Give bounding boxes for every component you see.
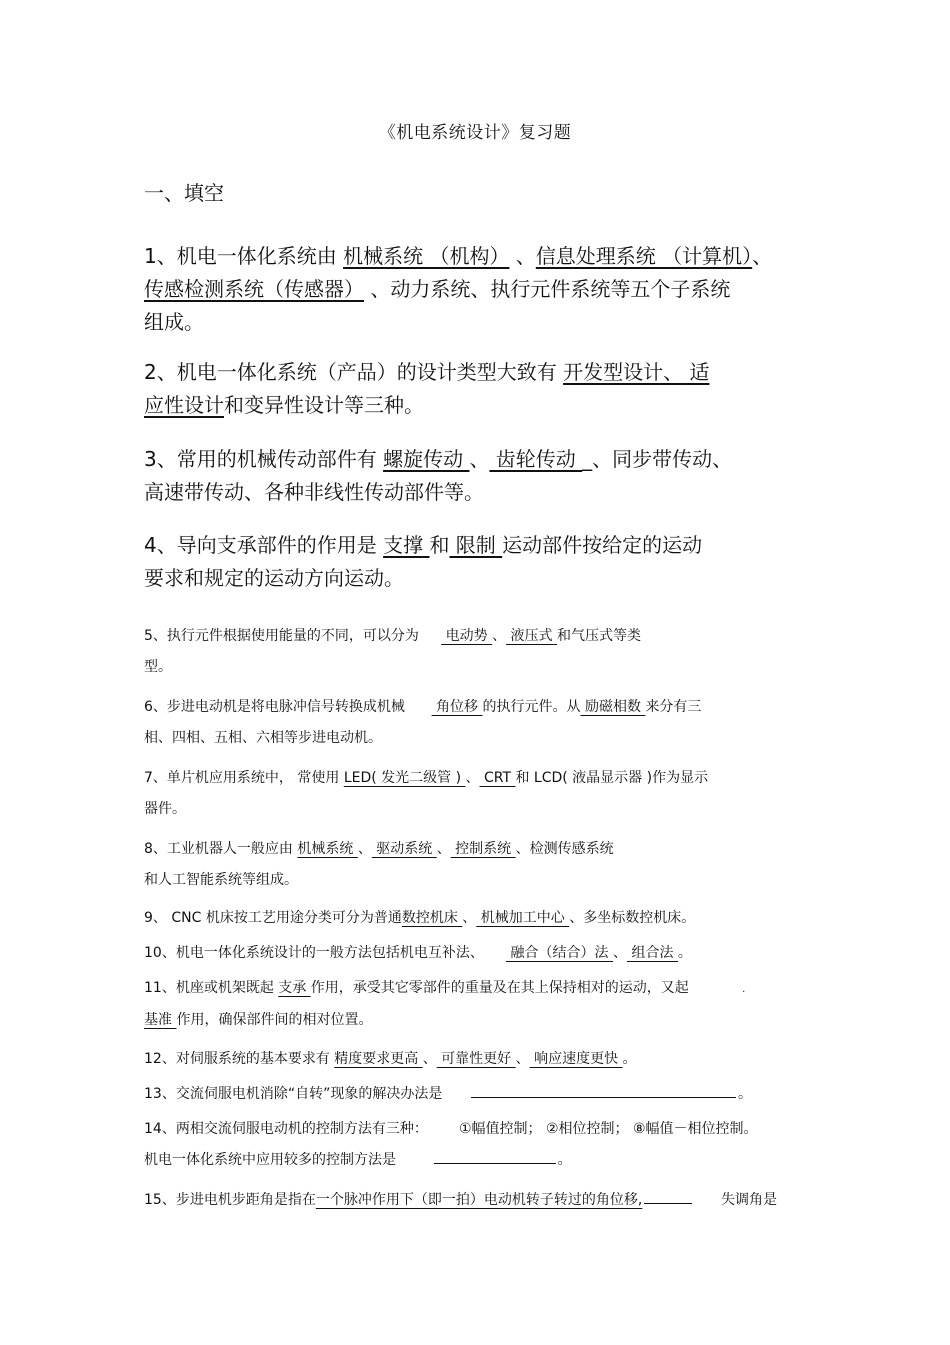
- question-8-line-1: 8、工业机器人一般应由 机械系统 、 驱动系统 、 控制系统 、检测传感系统: [144, 841, 614, 857]
- answer-6-1: 角位移: [431, 699, 483, 715]
- question-13: [144, 1079, 810, 1110]
- question-9: [144, 903, 810, 934]
- question-10: [144, 938, 810, 969]
- answer-9-2: 机械加工中心: [476, 910, 570, 926]
- answer-11-2: 基准: [144, 1012, 177, 1028]
- question-1-line-3: 组成。: [144, 310, 204, 334]
- answer-2-2: 应性设计: [144, 393, 224, 417]
- answer-1-1: 机械系统 （机构）: [343, 244, 510, 268]
- question-6-line-1: 6、步进电动机是将电脉冲信号转换成机械 角位移 的执行元件。从 励磁相数 来分有三: [144, 699, 702, 715]
- answer-3-2: 齿轮传动: [489, 447, 583, 471]
- answer-4-2: 限制: [449, 533, 503, 557]
- question-7-line-1: 7、单片机应用系统中， 常使用 LED( 发光二级管 ) 、 CRT 和 LCD( 液晶显示器 )作为显示: [144, 770, 709, 786]
- answer-14-1: ①幅值控制； ②相位控制； ⑧幅值－相位控制。: [458, 1121, 758, 1137]
- answer-2-1: 开发型设计、: [563, 360, 684, 384]
- answer-10-2: 组合法: [627, 945, 678, 961]
- question-11: [144, 973, 810, 1036]
- question-14-line-2: 机电一体化系统中应用较多的控制方法是 。: [144, 1145, 810, 1176]
- question-12-line-1: 12、对伺服系统的基本要求有 精度要求更高 、 可靠性更好 、 响应速度更快 。: [144, 1051, 637, 1067]
- answer-5-1: 电动势: [441, 628, 493, 644]
- answer-5-2: 液压式: [506, 628, 557, 644]
- answer-10-1: 融合（结合）法: [506, 945, 613, 961]
- answer-15-blank: [644, 1189, 692, 1204]
- answer-13-blank: [471, 1083, 736, 1098]
- question-4-line-1: 4、导向支承部件的作用是 支撑 和 限制 运动部件按给定的运动: [144, 533, 703, 557]
- answer-7-1: LED( 发光二级管 ): [343, 770, 466, 786]
- answer-6-2: 励磁相数: [580, 699, 646, 715]
- answer-12-3: 响应速度更快: [529, 1051, 623, 1067]
- question-5: [144, 621, 810, 683]
- question-7: [144, 763, 810, 825]
- question-2: [144, 356, 810, 422]
- question-1-line-2: 传感检测系统（传感器） 、动力系统、执行元件系统等五个子系统: [144, 277, 731, 301]
- answer-3-1: 螺旋传动: [383, 447, 470, 471]
- question-3-line-1: 3、常用的机械传动部件有 螺旋传动 、 齿轮传动 _、同步带传动、: [144, 447, 733, 471]
- question-4: [144, 529, 810, 595]
- answer-8-3: 控制系统: [450, 841, 516, 857]
- question-7-line-2: 器件。: [144, 801, 186, 817]
- question-11-line-2: 基准 作用，确保部件间的相对位置。: [144, 1012, 373, 1028]
- question-13-line-1: 13、交流伺服电机消除“自转”现象的解决办法是 。: [144, 1079, 810, 1110]
- answer-1-2: 信息处理系统 （计算机）: [535, 244, 753, 268]
- question-9-line-1: 9、 CNC 机床按工艺用途分类可分为普通数控机床 、 机械加工中心 、多坐标数控机床。: [144, 910, 696, 926]
- section-heading: 一、填空: [144, 181, 224, 205]
- question-10-line-1: 10、机电一体化系统设计的一般方法包括机电互补法、 融合（结合）法 、 组合法 。: [144, 945, 692, 961]
- answer-12-1: 精度要求更高: [334, 1051, 423, 1067]
- question-5-line-2: 型。: [144, 659, 172, 675]
- question-14: [144, 1114, 810, 1176]
- answer-1-3: 传感检测系统（传感器）: [144, 277, 364, 301]
- answer-8-1: 机械系统: [297, 841, 358, 857]
- question-14-line-1: 14、两相交流伺服电动机的控制方法有三种： ①幅值控制； ②相位控制； ⑧幅值－相位控制。: [144, 1121, 758, 1137]
- question-6: [144, 692, 810, 754]
- question-3: [144, 443, 810, 509]
- question-5-line-1: 5、执行元件根据使用能量的不同，可以分为 电动势 、 液压式 和气压式等类: [144, 628, 641, 644]
- answer-7-2: CRT: [479, 770, 516, 786]
- document-title: 《机电系统设计》复习题: [378, 123, 572, 143]
- question-8-line-2: 和人工智能系统等组成。: [144, 872, 298, 888]
- answer-9-1: 数控机床: [401, 910, 463, 926]
- answer-8-2: 驱动系统: [371, 841, 437, 857]
- answer-12-2: 可靠性更好: [436, 1051, 516, 1067]
- question-3-line-2: 高速带传动、各种非线性传动部件等。: [144, 480, 484, 504]
- answer-14-blank: [434, 1149, 556, 1164]
- answer-15-1: 一个脉冲作用下（即一拍）电动机转子转过的角位移,: [315, 1192, 643, 1208]
- question-11-line-1: 11、机座或机架既起 支承 作用，承受其它零部件的重量及在其上保持相对的运动，又起 .: [144, 980, 746, 996]
- question-15-line-1: 15、步进电机步距角是指在一个脉冲作用下（即一拍）电动机转子转过的角位移, 失调角是: [144, 1185, 810, 1216]
- question-8: [144, 834, 810, 896]
- question-2-line-2: 应性设计和变异性设计等三种。: [144, 393, 424, 417]
- question-12: [144, 1044, 810, 1075]
- question-1-line-1: 1、机电一体化系统由 机械系统 （机构） 、信息处理系统 （计算机）、: [144, 244, 773, 268]
- question-6-line-2: 相、四相、五相、六相等步进电动机。: [144, 730, 382, 746]
- question-1: [144, 240, 810, 339]
- answer-11-1: 支承: [278, 980, 311, 996]
- question-4-line-2: 要求和规定的运动方向运动。: [144, 566, 404, 590]
- answer-4-1: 支撑: [383, 533, 430, 557]
- question-15: [144, 1185, 810, 1216]
- question-2-line-1: 2、机电一体化系统（产品）的设计类型大致有 开发型设计、 适: [144, 360, 710, 384]
